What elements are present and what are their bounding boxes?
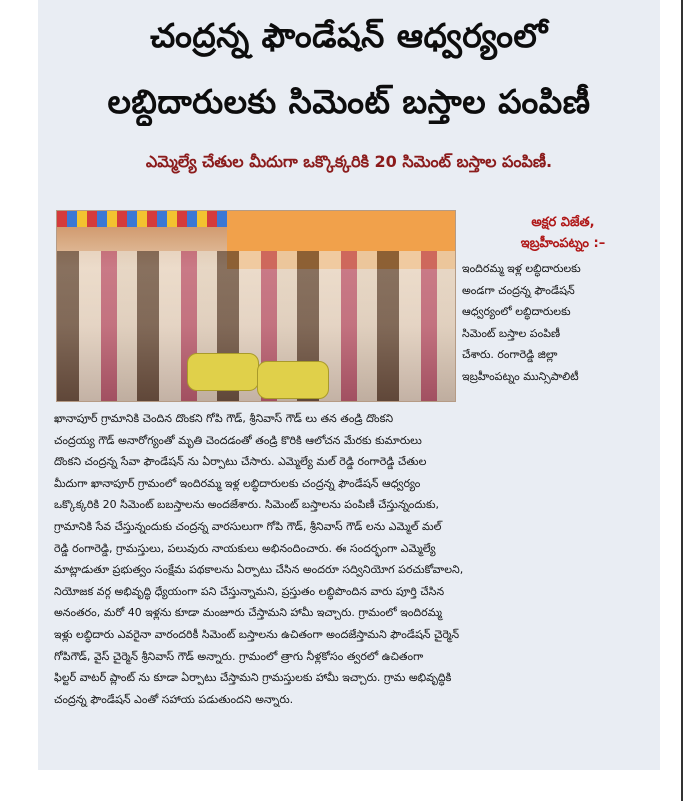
news-photo <box>56 210 456 402</box>
cement-bag <box>257 361 329 399</box>
byline <box>478 212 648 254</box>
photo-bunting <box>57 211 227 227</box>
text-line: రెడ్డి రంగారెడ్డి, గ్రామస్తులు, పలువురు నాయకులు అభినందించారు. ఈ సందర్భంగా ఎమ్మెల్యే <box>54 541 436 555</box>
byline-place: ఇబ్రహీంపట్నం :– <box>520 236 606 251</box>
text-line: గోపిగౌడ్, వైస్ చైర్మెన్ శ్రీనివాస్ గౌడ్ అన్నారు. గ్రామంలో త్రాగు నీళ్లకోసం త్వరలో ఉచితంగా <box>54 649 424 663</box>
text-line: సిమెంట్ బస్తాల పంపిణీ <box>462 326 561 340</box>
text-line: నియోజక వర్గ అభివృద్ధి ధ్యేయంగా పని చేస్తున్నామని, ప్రస్తుతం లబ్ధిపొందిన వారు పూర్తి చేసిన <box>54 584 445 598</box>
text-line: ఇళ్లు లబ్ధిదారు ఎవరైనా వారందరికీ సిమెంట్ బస్తాలను ఉచితంగా అందజేస్తామని ఫౌండేషన్ చైర్మెన్ <box>54 627 460 641</box>
text-line: చంద్రయ్య గౌడ్ అనారోగ్యంతో మృతి చెందడంతో తండ్రి కొరికి ఆలోచన మేరకు కుమారులు <box>54 433 422 447</box>
news-clipping <box>38 0 660 770</box>
cement-bag <box>187 353 259 391</box>
byline-source: అక్షర విజేత, <box>531 215 595 230</box>
article-body <box>54 408 650 710</box>
text-line: చేశారు. రంగారెడ్డి జిల్లా <box>462 348 558 361</box>
text-line: గ్రామానికి సేవ చేస్తున్నందుకు చంద్రన్న వారసులుగా గోపి గౌడ్, శ్రీనివాస్ గౌడ్ లను ఎమ్మెల్ మల్ <box>54 519 442 533</box>
subheadline: ఎమ్మెల్యే చేతుల మీదుగా ఒక్కొక్కరికి 20 సిమెంట్ బస్తాల పంపిణీ. <box>145 152 553 171</box>
text-line: ఇందిరమ్మ ఇళ్ల లబ్ధిదారులకు <box>462 262 581 275</box>
page-edge-rule <box>681 0 683 801</box>
text-line: దొంకని చంద్రన్న సేవా ఫౌండేషన్ ను ఏర్పాటు చేసారు. ఎమ్మెల్యే మల్ రెడ్డి రంగారెడ్డి చేతుల <box>54 455 427 469</box>
text-line: అనంతరం, మరో 40 ఇళ్లను కూడా మంజూరు చేస్తామని హామీ ఇచ్చారు. గ్రామంలో ఇందిరమ్మ <box>54 606 442 620</box>
side-column-text <box>462 258 654 387</box>
text-line: ఆధ్వర్యంలో లబ్ధిదారులకు <box>462 305 571 318</box>
text-line: అండగా చంద్రన్న ఫౌండేషన్ <box>462 283 575 297</box>
text-line: ఇబ్రహీంపట్నం మున్సిపాలిటీ <box>462 369 579 383</box>
text-line: మాట్లాడుతూ ప్రభుత్వం సంక్షేమ పథకాలను ఏర్పాటు చేసిన అందరూ సద్వినియోగ పరచుకోవాలని, <box>54 563 464 577</box>
text-line: ఖానాపూర్ గ్రామానికి చెందిన దొంకని గోపి గౌడ్, శ్రీనివాస్ గౌడ్ లు తన తండ్రి దొంకని <box>54 412 394 425</box>
text-line: చంద్రన్న ఫౌండేషన్ ఎంతో సహాయ పడుతుందని అన్నారు. <box>54 692 294 706</box>
text-line: ఫిల్టర్ వాటర్ ప్లాంట్ ను కూడా ఏర్పాటు చేస్తామని గ్రామస్తులకు హామీ ఇచ్చారు. గ్రామ అభివృద్ధికి <box>54 671 452 685</box>
headline-line-1: చంద్రన్న ఫౌండేషన్ ఆధ్వర్యంలో <box>150 16 548 55</box>
text-line: మీదుగా ఖానాపూర్ గ్రామంలో ఇందిరమ్మ ఇళ్ల లబ్ధిదారులకు చంద్రన్న ఫౌండేషన్ ఆధ్వర్యం <box>54 476 421 490</box>
headline-line-2: లబ్ధిదారులకు సిమెంట్ బస్తాల పంపిణీ <box>107 82 591 121</box>
text-line: ఒక్కొక్కరికి 20 సిమెంట్ బబస్తాలను అందజేశారు. సిమెంట్ బస్తాలను పంపిణీ చేస్తున్నందుకు, <box>54 498 439 512</box>
